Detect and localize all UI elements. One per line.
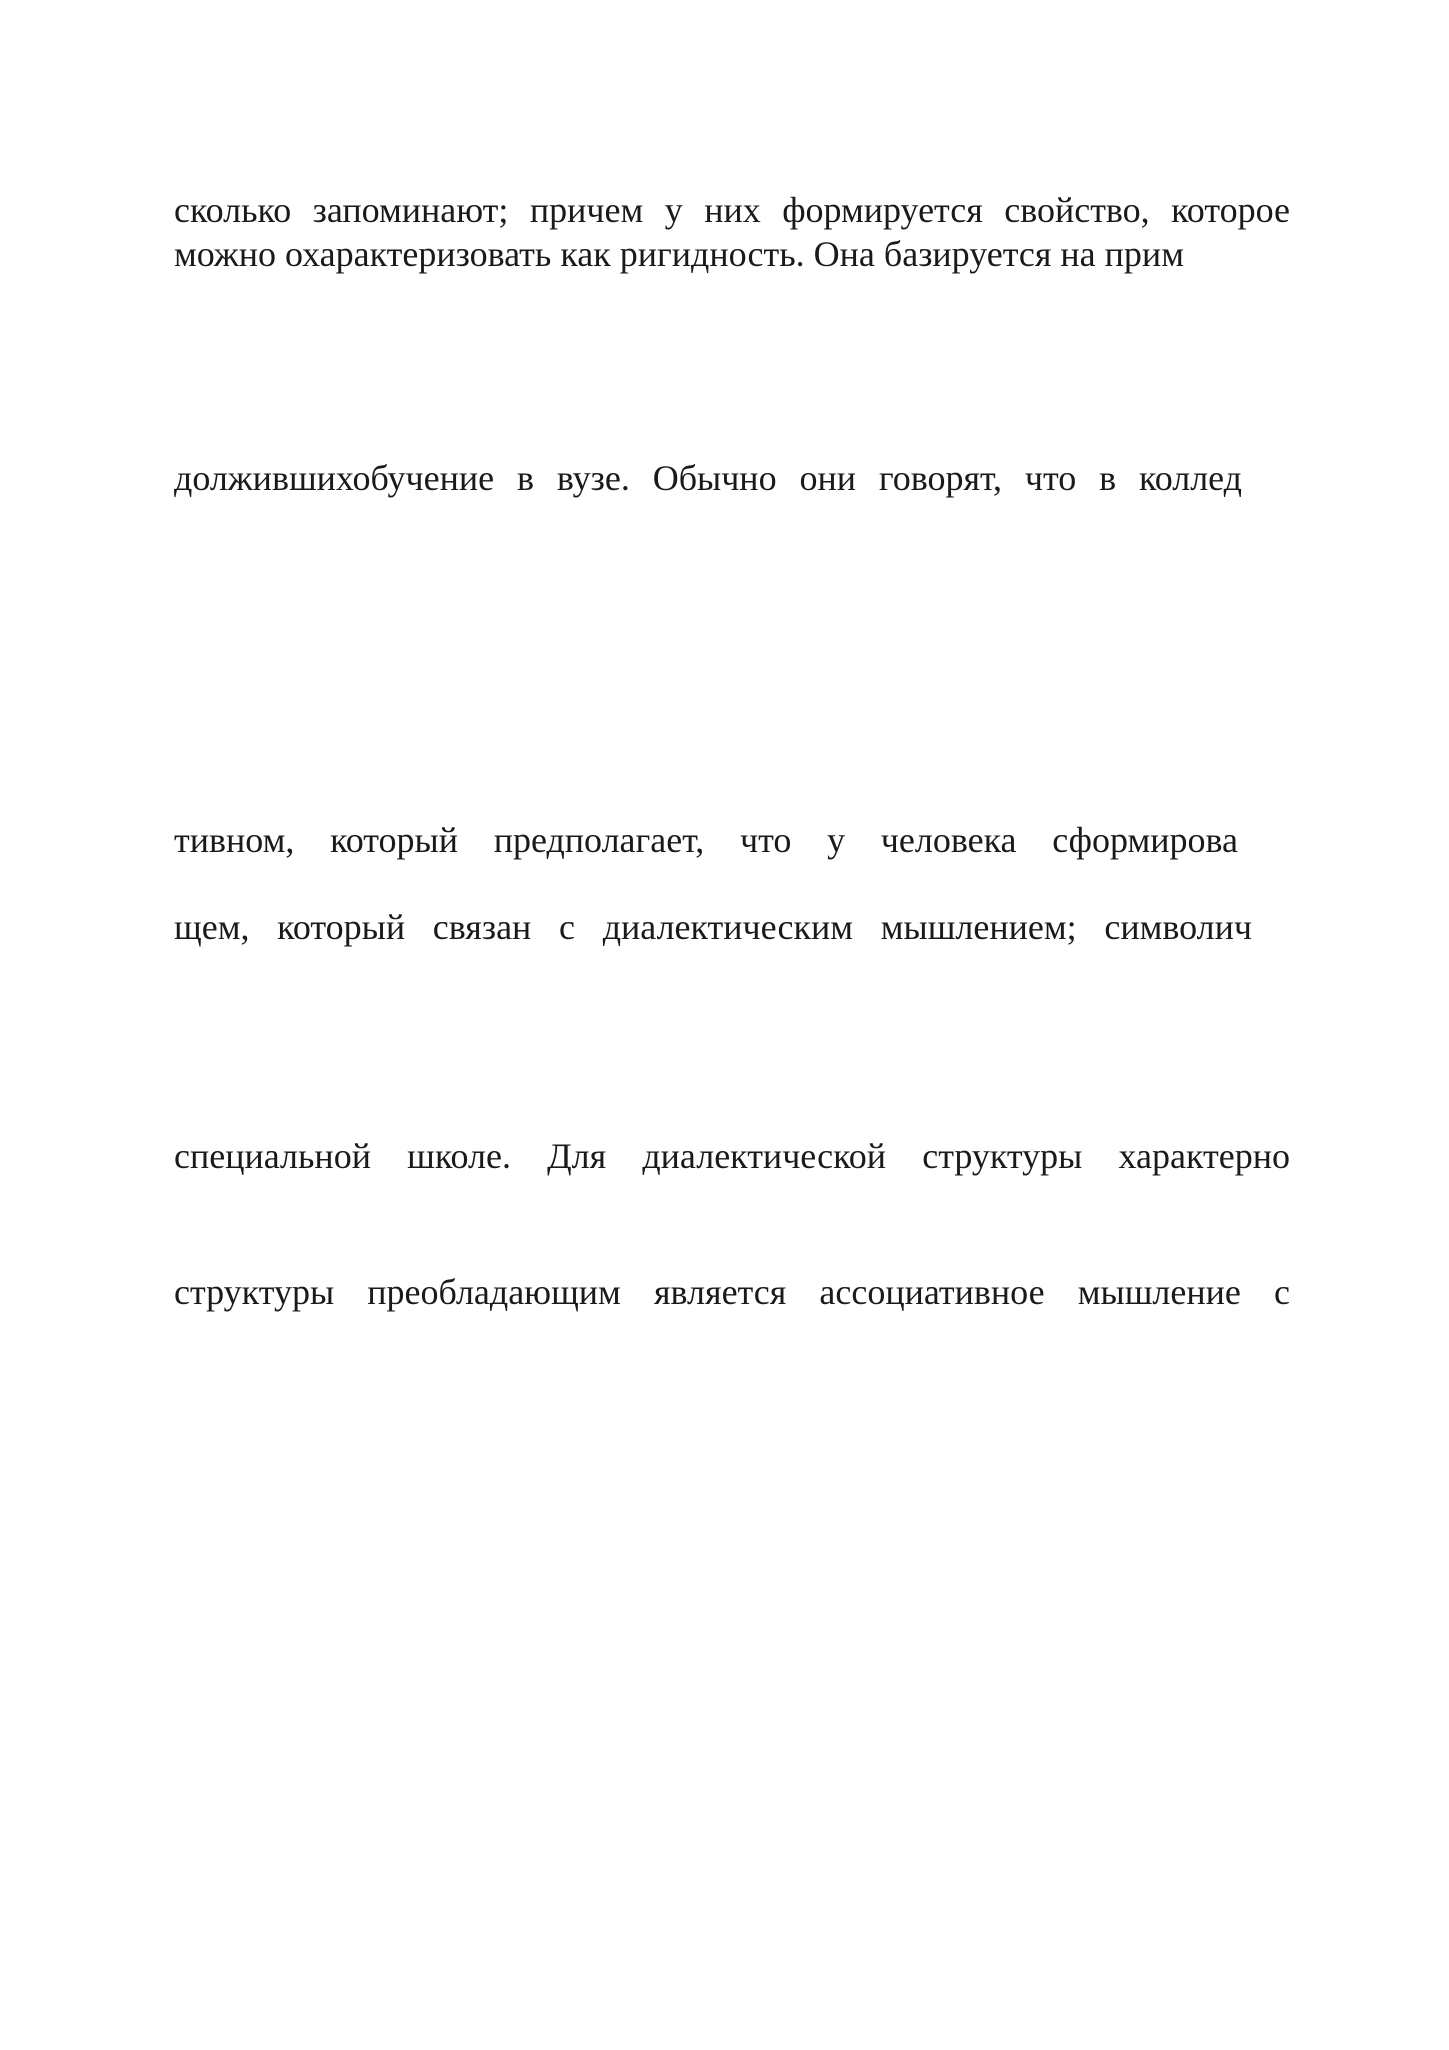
text-line: тивном, который предполагает, что у человека сформирова	[174, 820, 1238, 860]
text-line: сколько запоминают; причем у них формируется свойство, которое	[174, 190, 1290, 230]
text-line: щем, который связан с диалектическим мышлением; символич	[174, 907, 1252, 947]
text-line: структуры преобладающим является ассоциативное мышление с	[174, 1272, 1290, 1312]
text-line: специальной школе. Для диалектической структуры характерно	[174, 1136, 1290, 1176]
text-line: можно охарактеризовать как ригидность. Она базируется на прим	[174, 234, 1184, 274]
text-line: должившихобучение в вузе. Обычно они говорят, что в коллед	[174, 458, 1242, 498]
